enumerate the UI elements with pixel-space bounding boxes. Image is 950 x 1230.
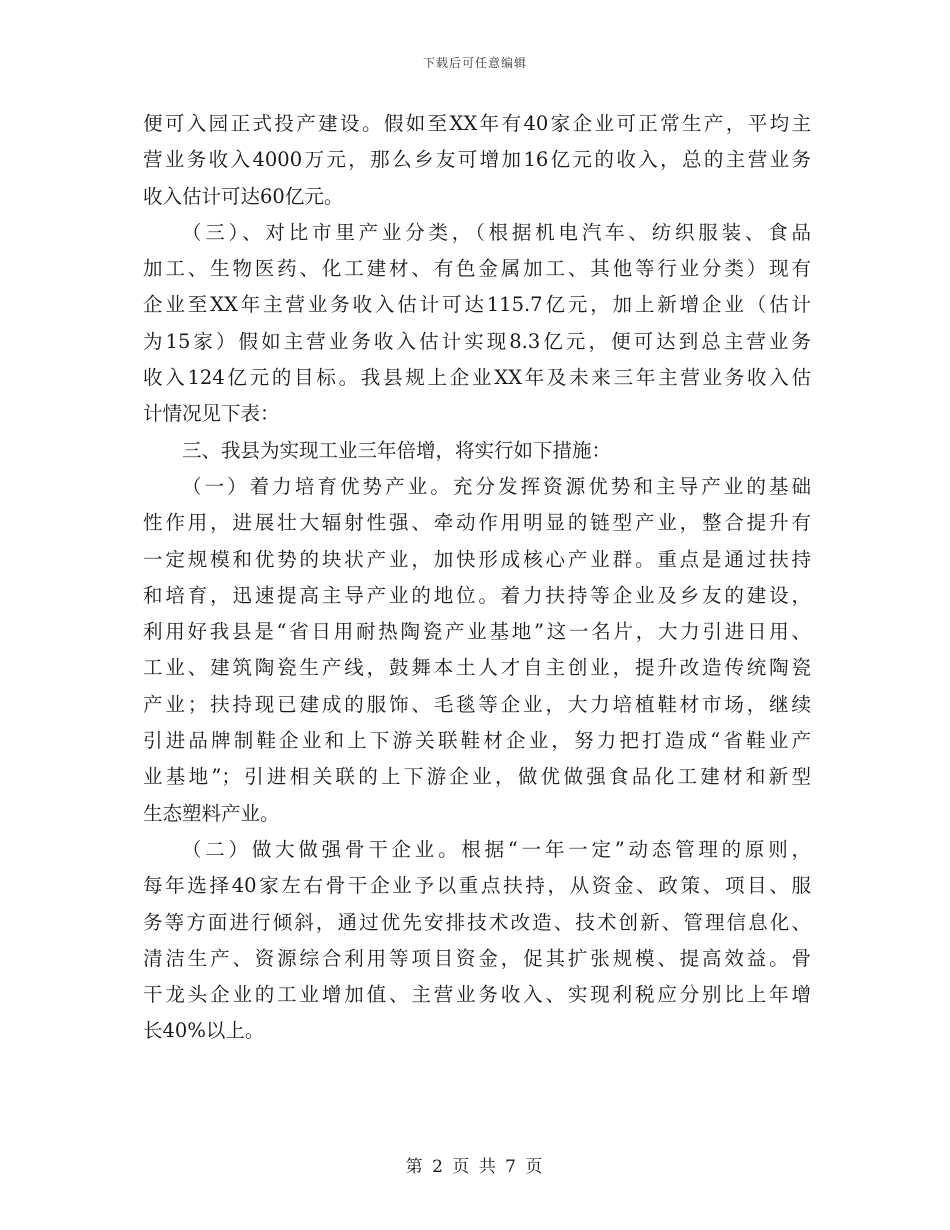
text-line: 营业务收入4000万元，那么乡友可增加16亿元的收入，总的主营业务	[143, 148, 811, 172]
paragraph-start-line: （三）、对比市里产业分类，（根据机电汽车、纺织服装、食品	[182, 220, 811, 244]
paragraph-start-line: （二）做大做强骨干企业。根据“一年一定”动态管理的原则，	[182, 837, 811, 861]
text-line: 一定规模和优势的块状产业，加快形成核心产业群。重点是通过扶持	[143, 547, 811, 571]
text-line: 为15家）假如主营业务收入估计实现8.3亿元，便可达到总主营业务	[143, 329, 811, 353]
text-line: 收入估计可达60亿元。	[143, 184, 344, 208]
paragraph-start-line: （一）着力培育优势产业。充分发挥资源优势和主导产业的基础	[182, 474, 811, 498]
text-line: 每年选择40家左右骨干企业予以重点扶持，从资金、政策、项目、服	[143, 874, 811, 898]
page-number: 第 2 页 共 7 页	[405, 1157, 545, 1177]
text-line: 企业至XX年主营业务收入估计可达115.7亿元，加上新增企业（估计	[143, 293, 811, 317]
text-line: 工业、建筑陶瓷生产线，鼓舞本土人才自主创业，提升改造传统陶瓷	[143, 656, 811, 680]
document-body	[143, 106, 811, 1050]
text-line: 长40%以上。	[143, 1019, 265, 1043]
section-heading: 三、我县为实现工业三年倍增，将实行如下措施：	[182, 438, 612, 462]
text-line: 清洁生产、资源综合利用等项目资金，促其扩张规模、提高效益。骨	[143, 946, 811, 970]
text-line: 生态塑料产业。	[143, 801, 280, 825]
text-line: 加工、生物医药、化工建材、有色金属加工、其他等行业分类）现有	[143, 257, 811, 281]
text-line: 性作用，进展壮大辐射性强、牵动作用明显的链型产业，整合提升有	[143, 511, 811, 535]
text-line: 引进品牌制鞋企业和上下游关联鞋材企业，努力把打造成“省鞋业产	[143, 729, 811, 753]
text-line: 产业；扶持现已建成的服饰、毛毯等企业，大力培植鞋材市场，继续	[143, 692, 811, 716]
text-line: 收入124亿元的目标。我县规上企业XX年及未来三年主营业务收入估	[143, 366, 811, 390]
text-line: 便可入园正式投产建设。假如至XX年有40家企业可正常生产，平均主	[143, 112, 811, 135]
text-line: 业基地”；引进相关联的上下游企业，做优做强食品化工建材和新型	[143, 765, 811, 789]
text-line: 利用好我县是“省日用耐热陶瓷产业基地”这一名片，大力引进日用、	[143, 620, 811, 644]
text-line: 务等方面进行倾斜，通过优先安排技术改造、技术创新、管理信息化、	[143, 910, 811, 934]
text-line: 计情况见下表：	[143, 402, 280, 426]
text-line: 干龙头企业的工业增加值、主营业务收入、实现利税应分别比上年增	[143, 983, 811, 1007]
page-header: 下载后可任意编辑	[422, 56, 527, 70]
text-line: 和培育，迅速提高主导产业的地位。着力扶持等企业及乡友的建设，	[143, 583, 811, 607]
